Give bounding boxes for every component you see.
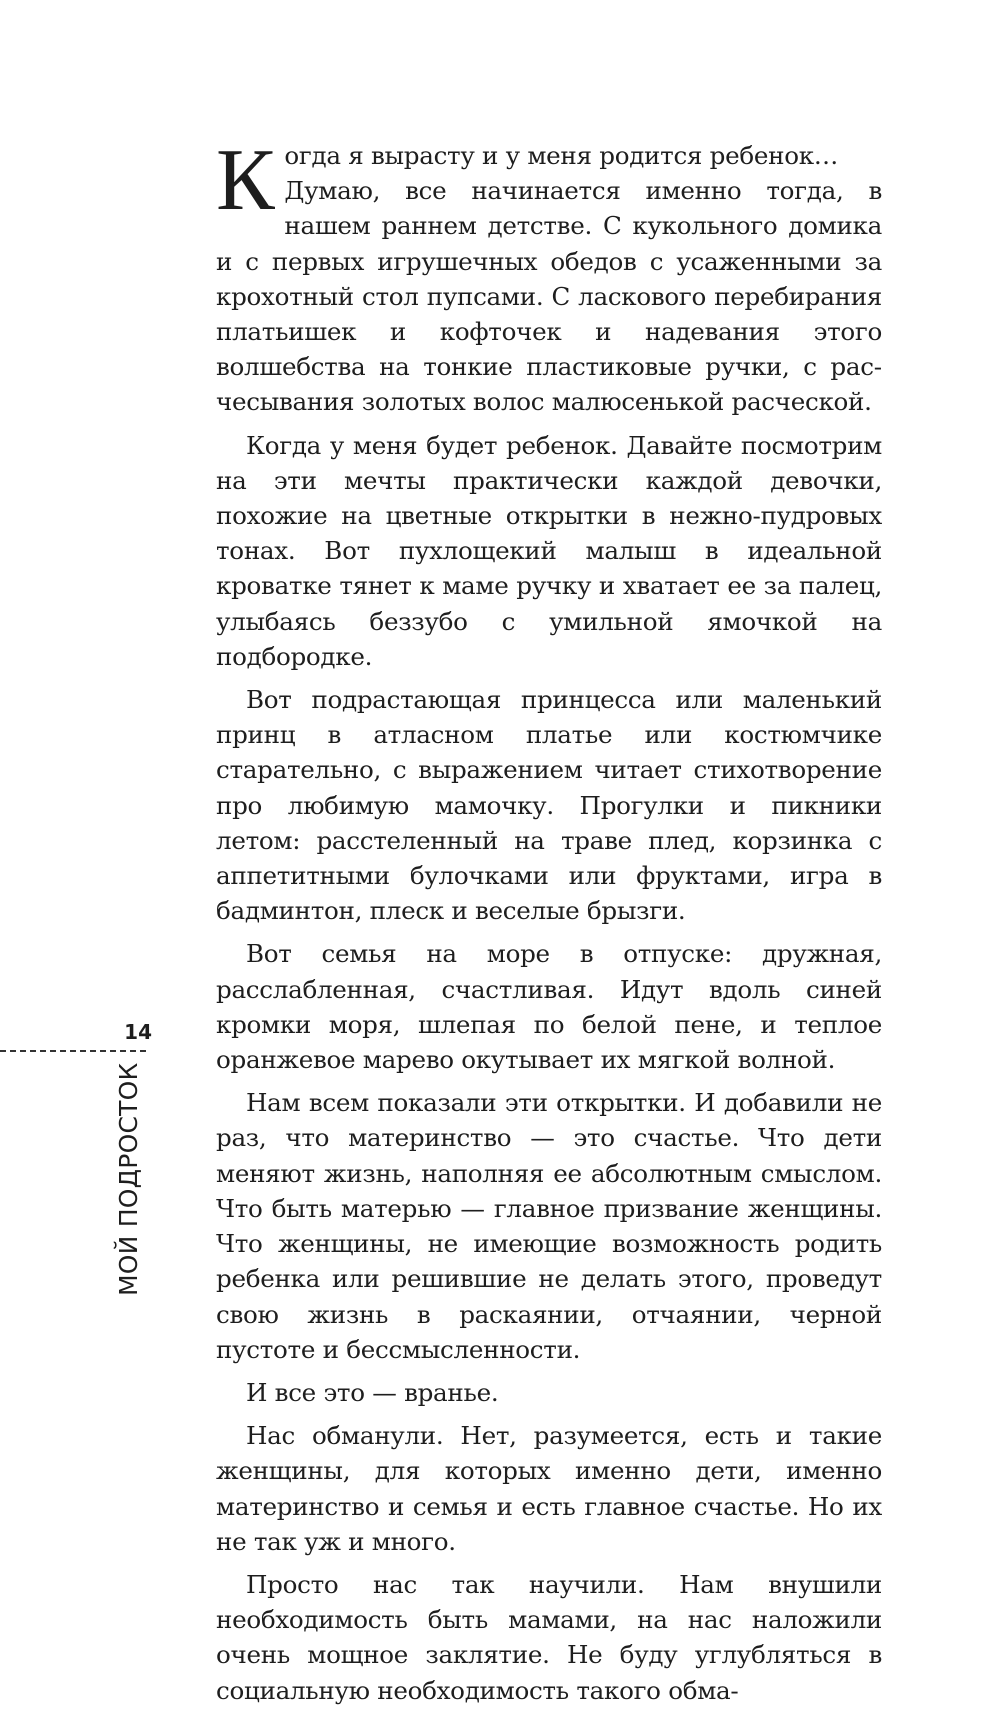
paragraph-1-text: огда я вырасту и у меня родится ребенок… Думаю, все начинается именно тогда, в нашем раннем детстве. С кукольного домика и с первых игрушечных обедов с усаженными за крохотный стол пупсами. С ласкового перебирания платьишек и кофточек и надевания этого волшебства на тонкие пластиковые ручки, с расчесывания золотых волос малюсенькой расческой. — [216, 141, 882, 417]
paragraph-1 — [216, 132, 882, 420]
paragraph-2: Когда у меня будет ребенок. Давайте посмотрим на эти мечты практически каждой девочки, похожие на цветные открытки в нежно-пудровых тонах. Вот пухлощекий малыш в идеальной кроватке тянет к маме ручку и хватает ее за палец, улыбаясь беззубо с умильной ямочкой на подбородке. — [216, 430, 882, 671]
page-number: 14 — [124, 1020, 152, 1044]
paragraph-5: Нам всем показали эти открытки. И добавили не раз, что материнство — это счастье. Что дети меняют жизнь, наполняя ее абсолютным смыслом. Что быть матерью — главное призвание женщины. Что женщины, не имеющие возможность родить ребенка или решившие не делать этого, проведут свою жизнь в раскаянии, отчаянии, черной пустоте и бессмысленности. — [216, 1088, 882, 1364]
paragraph-4: Вот семья на море в отпуске: дружная, расслабленная, счастливая. Идут вдоль синей кромки моря, шлепая по белой пене, и теплое оранжевое марево окутывает их мягкой волной. — [216, 939, 882, 1075]
paragraph-7: Нас обманули. Нет, разумеется, есть и такие женщины, для которых именно дети, именно материнство и семья и есть главное счастье. Но их не так уж и много. — [216, 1421, 882, 1556]
drop-cap: К — [216, 132, 275, 229]
paragraph-6: И все это — вранье. — [246, 1377, 499, 1407]
dashed-divider — [0, 1050, 146, 1052]
paragraph-8: Просто нас так научили. Нам внушили необходимость быть мамами, на нас наложили очень мощное заклятие. Не буду углубляться в социальную необходимость такого обма- — [216, 1569, 882, 1705]
paragraph-3: Вот подрастающая принцесса или маленький принц в атласном платье или костюмчике старательно, с выражением читает стихотворение про любимую мамочку. Прогулки и пикники летом: расстеленный на траве плед, корзинка с аппетитными булочками или фруктами, игра в бадминтон, плеск и веселые брызги. — [216, 685, 882, 926]
running-title: МОЙ ПОДРОСТОК — [114, 1062, 143, 1296]
body-text — [216, 132, 882, 1716]
